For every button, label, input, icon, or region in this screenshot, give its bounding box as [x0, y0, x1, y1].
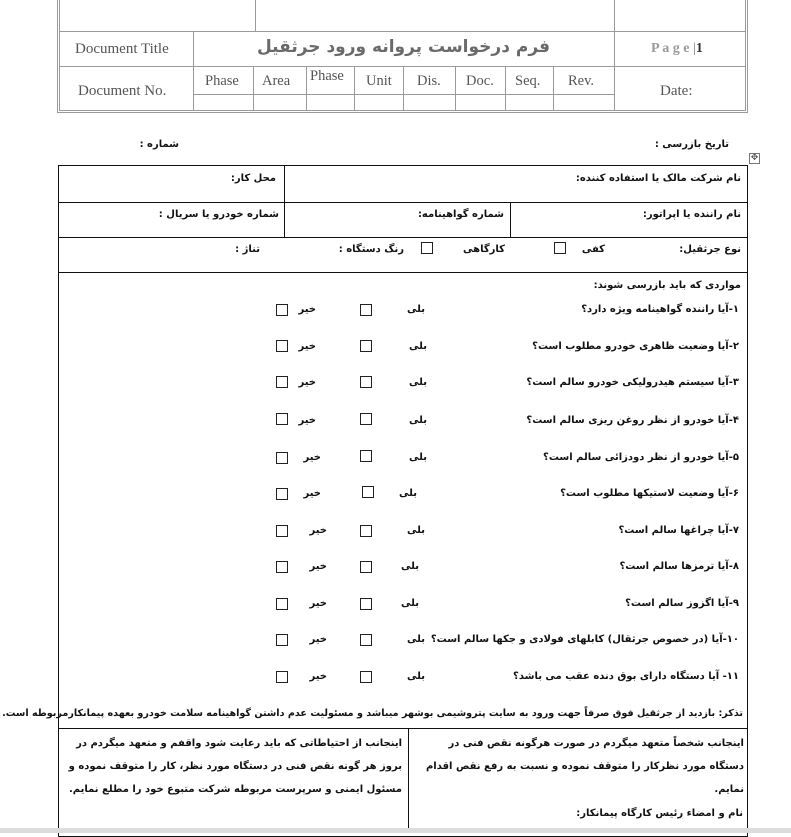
code-col-seq: Seq. — [515, 73, 541, 89]
code-col-rev: Rev. — [568, 73, 595, 89]
no-label: خیر — [303, 488, 321, 499]
q10-no-checkbox[interactable] — [276, 634, 288, 646]
q2-no-checkbox[interactable] — [276, 340, 288, 352]
page-label: P a g e |1 — [651, 41, 703, 56]
code-col-phase-2: Phase — [310, 68, 344, 84]
question-6: ۶-آیا وضعیت لاستیکها مطلوب است؟ — [560, 488, 739, 499]
no-label: خیر — [309, 598, 327, 609]
yes-label: بلی — [407, 634, 425, 645]
q4-no-checkbox[interactable] — [276, 413, 288, 425]
page-bottom-edge — [0, 828, 791, 833]
q11-yes-checkbox[interactable] — [360, 671, 372, 683]
q1-yes-checkbox[interactable] — [360, 304, 372, 316]
no-label: خیر — [303, 452, 321, 463]
contractor-signature-label: نام و امضاء رئیس کارگاه پیمانکار: — [576, 808, 743, 819]
no-label: خیر — [309, 525, 327, 536]
q3-no-checkbox[interactable] — [276, 376, 288, 388]
inspection-date-label: تاریخ بازرسی : — [654, 139, 729, 150]
yes-label: بلی — [401, 561, 419, 572]
question-2: ۲-آیا وضعیت ظاهری خودرو مطلوب است؟ — [532, 341, 739, 352]
q8-yes-checkbox[interactable] — [360, 561, 372, 573]
q5-no-checkbox[interactable] — [276, 452, 288, 464]
note-text: تذکر: بازدید از جرثقیل فوق صرفاً جهت ورود به سایت پتروشیمی بوشهر میباشد و مسئولیت عدم داشتن گواهینامه سلامت خودرو بعهده پیمانکارمربوطه است. — [2, 708, 743, 719]
code-col-phase: Phase — [205, 73, 239, 89]
no-label: خیر — [298, 415, 316, 426]
question-5: ۵-آیا خودرو از نظر دودزائی سالم است؟ — [543, 452, 739, 463]
q7-yes-checkbox[interactable] — [360, 525, 372, 537]
yes-label: بلی — [409, 452, 427, 463]
yes-label: بلی — [407, 525, 425, 536]
q2-yes-checkbox[interactable] — [360, 340, 372, 352]
question-3: ۳-آیا سیستم هیدرولیکی خودرو سالم است؟ — [526, 377, 739, 388]
work-location-label: محل کار: — [230, 173, 276, 184]
code-col-unit: Unit — [366, 73, 392, 89]
machine-color-label: رنگ دستگاه : — [338, 244, 404, 255]
page-number: 1 — [695, 41, 703, 56]
operator-name-label: نام راننده یا اپراتور: — [642, 209, 741, 220]
table-move-icon[interactable]: ✥ — [750, 153, 759, 163]
question-11: ۱۱- آیا دستگاه دارای بوق دنده عقب می باشد؟ — [513, 671, 739, 682]
owner-company-label: نام شرکت مالک یا استفاده کننده: — [575, 173, 741, 184]
code-col-dis: Dis. — [417, 73, 441, 89]
q1-no-checkbox[interactable] — [276, 304, 288, 316]
document-header — [57, 0, 748, 113]
q10-yes-checkbox[interactable] — [360, 634, 372, 646]
q4-yes-checkbox[interactable] — [360, 413, 372, 425]
code-col-doc: Doc. — [466, 73, 494, 89]
code-col-area: Area — [262, 73, 291, 89]
question-9: ۹-آیا اگزوز سالم است؟ — [625, 598, 739, 609]
yes-label: بلی — [399, 488, 417, 499]
q6-yes-checkbox[interactable] — [362, 486, 374, 498]
yes-label: بلی — [409, 377, 427, 388]
tonnage-label: تناژ : — [235, 244, 260, 255]
q3-yes-checkbox[interactable] — [360, 376, 372, 388]
yes-label: بلی — [407, 671, 425, 682]
certificate-no-label: شماره گواهینامه: — [417, 209, 504, 220]
question-7: ۷-آیا چراغها سالم است؟ — [618, 525, 739, 536]
yes-label: بلی — [409, 341, 427, 352]
no-label: خیر — [309, 561, 327, 572]
document-title-label: Document Title — [75, 41, 169, 57]
question-1: ۱-آیا راننده گواهینامه ویژه دارد؟ — [581, 304, 739, 315]
crane-type-site-checkbox[interactable] — [421, 242, 433, 254]
operator-commitment: اینجانب از احتیاطاتی که باید رعایت شود واقفم و متعهد میگردم در بروز هر گونه نقص فنی در دستگاه مورد نظر، کار را متوقف نموده و مسئول ایمنی و سرپرست مربوطه شرکت متبوع خود را مطلع نمایم. — [68, 738, 402, 795]
no-label: خیر — [309, 671, 327, 682]
crane-type-flatbed-checkbox[interactable] — [554, 242, 566, 254]
yes-label: بلی — [407, 304, 425, 315]
yes-label: بلی — [401, 598, 419, 609]
q11-no-checkbox[interactable] — [276, 671, 288, 683]
date-label: Date: — [660, 83, 693, 99]
crane-type-label: نوع جرثقیل: — [679, 244, 741, 255]
q6-no-checkbox[interactable] — [276, 488, 288, 500]
vehicle-no-label: شماره خودرو یا سریال : — [158, 209, 279, 220]
form-title: فرم درخواست پروانه ورود جرثقیل — [256, 37, 551, 57]
question-8: ۸-آیا ترمزها سالم است؟ — [619, 561, 739, 572]
no-label: خیر — [309, 634, 327, 645]
checklist-heading: مواردی که باید بازرسی شوند: — [593, 280, 741, 291]
q7-no-checkbox[interactable] — [276, 525, 288, 537]
crane-type-option-flatbed: کفی — [581, 244, 605, 255]
q5-yes-checkbox[interactable] — [360, 450, 372, 462]
document-no-label: Document No. — [78, 83, 167, 99]
q9-no-checkbox[interactable] — [276, 598, 288, 610]
question-10: ۱۰-آیا (در خصوص جرثقال) کابلهای فولادی و جکها سالم است؟ — [430, 634, 739, 645]
number-label: شماره : — [139, 139, 179, 150]
contractor-commitment: اینجانب شخصاً متعهد میگردم در صورت هرگونه نقص فنی در دستگاه مورد نظرکار را متوقف نموده و نسبت به رفع نقص اقدام نمایم. — [425, 738, 744, 795]
yes-label: بلی — [409, 415, 427, 426]
no-label: خیر — [298, 341, 316, 352]
q8-no-checkbox[interactable] — [276, 561, 288, 573]
crane-type-option-site: کارگاهی — [463, 244, 505, 255]
no-label: خیر — [298, 377, 316, 388]
question-4: ۴-آیا خودرو از نظر روغن ریزی سالم است؟ — [526, 415, 739, 426]
q9-yes-checkbox[interactable] — [360, 598, 372, 610]
no-label: خیر — [298, 304, 316, 315]
